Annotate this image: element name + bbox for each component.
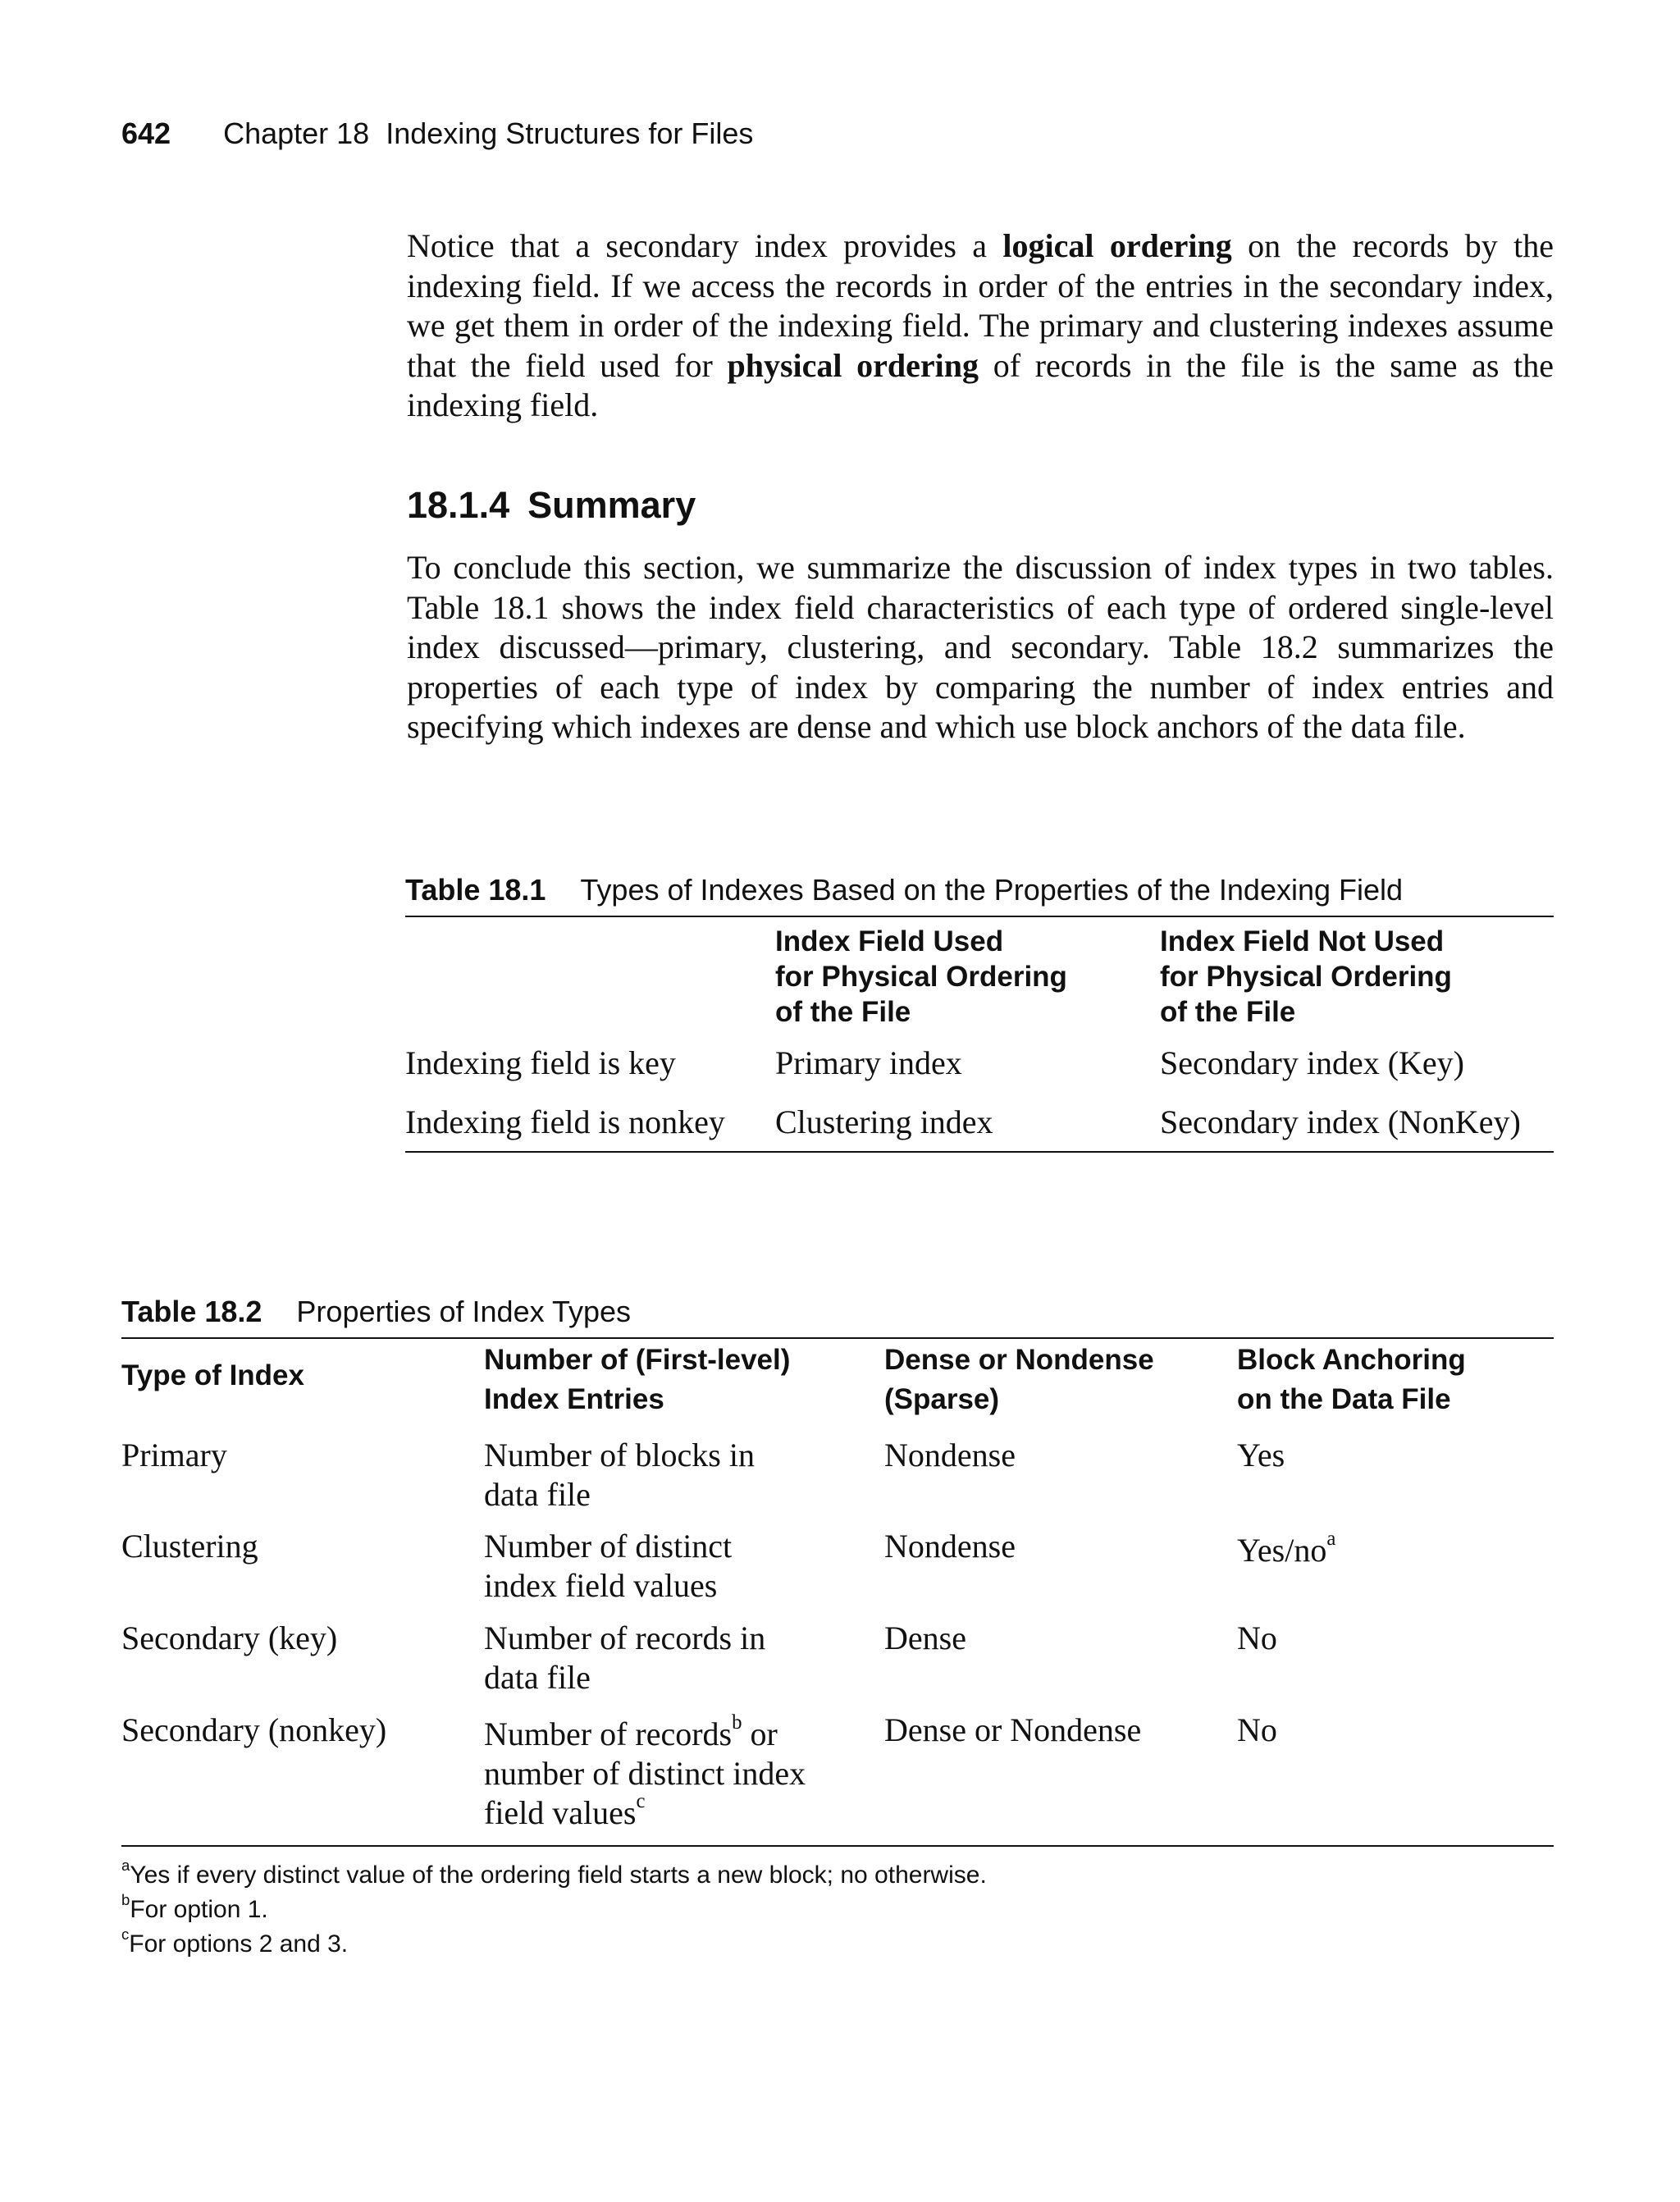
header-line: Index Field Not Used [1160,925,1445,957]
footnote-marker: c [636,1790,646,1813]
table2-row2-dense: Nondense [884,1528,1016,1565]
footnote-mark: a [121,1857,130,1875]
footnote-mark: b [121,1891,130,1909]
table2-row2-anchor [1237,1528,1336,1570]
intro-text-3: of records in the file is the same as the indexing field. [407,346,1554,423]
anchor-text: Yes/no [1237,1532,1327,1569]
table2-label: Table 18.2 [121,1295,262,1328]
cell-line [484,1790,806,1833]
table1-row2-label: Indexing field is nonkey [405,1103,725,1140]
cell-line: Number of records in [484,1620,766,1656]
table2-row3-entries [484,1619,765,1697]
table1-caption [405,873,1403,907]
table1-row1-label: Indexing field is key [405,1044,676,1081]
cell-line: data file [484,1476,591,1513]
header-line: Index Entries [484,1383,664,1415]
intro-paragraph [407,226,1554,426]
table2-anchor-header [1237,1341,1466,1419]
table2-entries-header [484,1341,790,1419]
footnote-c [121,1926,349,1958]
footnote-b [121,1891,268,1924]
table1-col2-header [1160,924,1452,1030]
table2-row1-entries [484,1436,755,1514]
table1-row1-col1: Primary index [775,1044,962,1081]
cell-line: data file [484,1659,591,1696]
table2-row3-anchor: No [1237,1620,1277,1656]
table2-title: Properties of Index Types [296,1295,631,1328]
header-line: (Sparse) [884,1383,1000,1415]
section-title: Summary [527,484,696,526]
cell-text: or [742,1715,778,1752]
intro-text-1: Notice that a secondary index provides a [407,227,1003,264]
table1-label: Table 18.1 [405,873,546,907]
header-line: for Physical Ordering [775,961,1067,993]
table1-top-rule [405,916,1554,917]
footnote-marker: b [732,1711,742,1734]
footnote-text: Yes if every distinct value of the ordering field starts a new block; no otherwise. [130,1862,987,1889]
footnote-mark: c [121,1926,130,1944]
cell-line [484,1711,806,1754]
cell-line: number of distinct index [484,1755,806,1792]
header-line: for Physical Ordering [1160,961,1452,993]
cell-line: Number of distinct [484,1528,733,1565]
table2-row3-type: Secondary (key) [121,1620,338,1656]
table2-row1-type: Primary [121,1437,227,1473]
table2-row4-entries [484,1711,806,1833]
cell-line: Number of blocks in [484,1437,755,1473]
table2-row3-dense: Dense [884,1620,966,1656]
logical-ordering-term: logical ordering [1002,227,1232,264]
chapter-title: Chapter 18 Indexing Structures for Files [223,116,754,150]
table2-row4-type: Secondary (nonkey) [121,1711,387,1748]
table2-row1-anchor: Yes [1237,1437,1285,1473]
cell-text: field values [484,1794,637,1831]
header-line: Index Field Used [775,925,1004,957]
table2-dense-header [884,1341,1154,1419]
footnote-marker: a [1326,1528,1336,1551]
intro-text-2: on the records by the indexing field. If we access the records in order of the entries in the secondary index, we get them in order of the indexing field. The primary and clustering indexes assume that the field used for [407,227,1554,384]
footnote-a [121,1857,987,1889]
section-number: 18.1.4 [407,484,510,526]
page-number: 642 [121,116,171,150]
section-heading [407,484,696,527]
table1-row2-col2: Secondary index (NonKey) [1160,1103,1521,1140]
table2-top-rule [121,1337,1554,1339]
table1-row2-col1: Clustering index [775,1103,993,1140]
table1-bottom-rule [405,1151,1554,1153]
table2-row4-dense: Dense or Nondense [884,1711,1142,1748]
table2-row2-type: Clustering [121,1528,258,1565]
header-line: Block Anchoring [1237,1344,1466,1376]
table2-row4-anchor: No [1237,1711,1277,1748]
footnote-text: For options 2 and 3. [129,1930,349,1958]
table2-row1-dense: Nondense [884,1437,1016,1473]
footnote-text: For option 1. [130,1896,268,1923]
table2-type-header: Type of Index [121,1359,304,1391]
cell-line: index field values [484,1567,718,1604]
table2-row2-entries [484,1527,732,1606]
table2-caption [121,1295,631,1329]
table2-bottom-rule [121,1845,1554,1847]
header-line: Dense or Nondense [884,1344,1154,1376]
table1-title: Types of Indexes Based on the Properties of the Indexing Field [580,873,1404,907]
header-line: of the File [775,996,911,1028]
header-line: Number of (First-level) [484,1344,791,1376]
table1-row1-col2: Secondary index (Key) [1160,1044,1464,1081]
header-line: on the Data File [1237,1383,1451,1415]
table1-col1-header [775,924,1067,1030]
header-line: of the File [1160,996,1296,1028]
cell-text: Number of records [484,1715,733,1752]
summary-paragraph: To conclude this section, we summarize the discussion of index types in two tables. Table 18.1 shows the index field characteristics of each type of ordered single-level index discussed—primary, clustering, and secondary. Table 18.2 summarizes the properties of each type of index by comparing the number of index entries and specifying which indexes are dense and which use block anchors of the data file. [407,549,1554,745]
running-head [121,116,753,151]
physical-ordering-term: physical ordering [727,346,979,384]
